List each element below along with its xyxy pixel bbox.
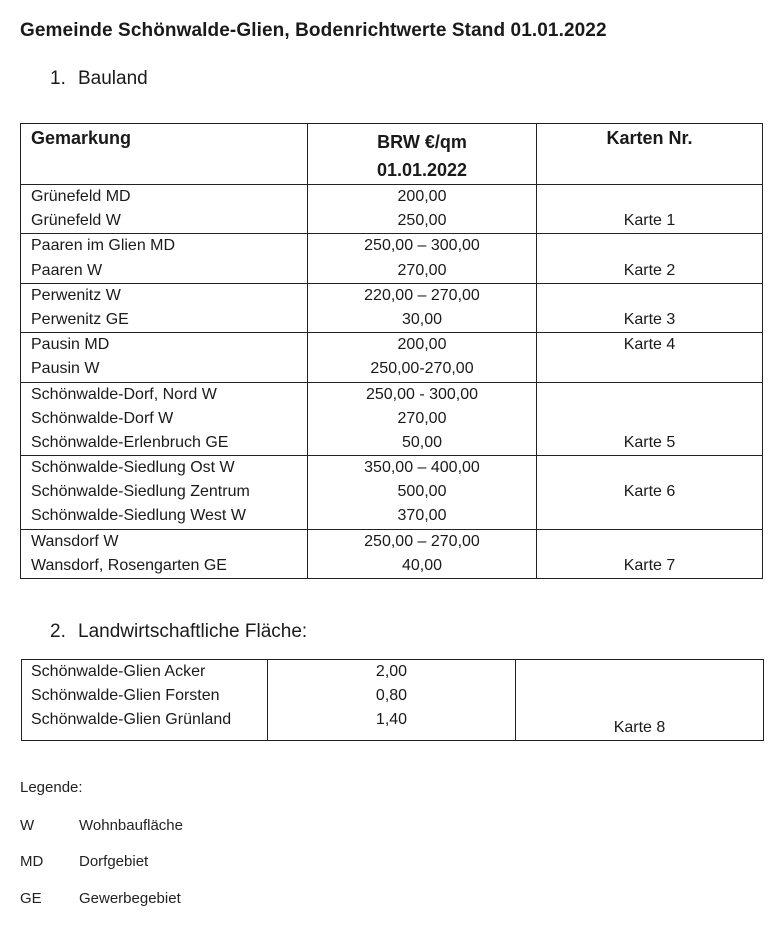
row-card: Karte 7 (623, 556, 676, 574)
cell-names (21, 283, 308, 332)
row-card (537, 407, 762, 431)
row-name: Pausin W (31, 360, 100, 378)
table-row (21, 529, 763, 578)
row-card (537, 234, 762, 258)
section-heading-landwirtschaft (50, 621, 307, 643)
cell-names (21, 234, 308, 283)
row-value: 200,00 (397, 336, 447, 354)
row-value: 220,00 – 270,00 (364, 286, 480, 304)
section-number: 2. (50, 621, 66, 642)
cell-values (268, 660, 516, 741)
legend-abbr: W (20, 817, 35, 834)
legend-abbr: GE (20, 890, 42, 907)
table-row (21, 456, 763, 530)
cell-cards (537, 382, 763, 456)
row-name: Grünefeld W (31, 212, 121, 230)
legend-title: Legende: (20, 779, 83, 796)
legend-text: Dorfgebiet (79, 853, 149, 870)
row-value: 2,00 (375, 663, 408, 680)
row-name: Schönwalde-Glien Grünland (31, 711, 232, 729)
row-value: 40,00 (401, 556, 443, 574)
row-value: 500,00 (397, 483, 447, 501)
row-value: 270,00 (397, 261, 447, 279)
header-karten: Karten Nr. (537, 124, 763, 185)
row-card (537, 504, 762, 528)
row-value: 1,40 (375, 711, 408, 729)
legend-item (20, 853, 148, 870)
header-brw-line2: 01.01.2022 (376, 160, 468, 180)
cell-values (308, 234, 537, 283)
card-number: Karte 8 (613, 719, 666, 736)
table-row (21, 382, 763, 456)
table-row (21, 185, 763, 234)
cell-values (308, 456, 537, 530)
row-value: 250,00 – 270,00 (364, 532, 480, 550)
row-value: 50,00 (401, 433, 443, 451)
cell-cards (537, 456, 763, 530)
row-name: Schönwalde-Dorf W (31, 409, 174, 427)
section-label: Landwirtschaftliche Fläche: (78, 621, 308, 642)
row-value: 270,00 (397, 409, 447, 427)
row-name: Schönwalde-Erlenbruch GE (31, 433, 229, 451)
row-card: Karte 2 (623, 261, 676, 279)
row-name: Perwenitz GE (31, 310, 129, 328)
row-name: Schönwalde-Glien Forsten (31, 687, 220, 705)
bauland-table (20, 123, 763, 579)
cell-names (21, 382, 308, 456)
section-label: Bauland (78, 68, 148, 89)
row-card (537, 456, 762, 480)
row-card: Karte 3 (623, 310, 676, 328)
row-name: Schönwalde-Siedlung Zentrum (31, 483, 250, 501)
cell-values (308, 185, 537, 234)
legend-item (20, 817, 183, 834)
cell-names (21, 185, 308, 234)
header-brw (308, 124, 537, 185)
row-name: Wansdorf, Rosengarten GE (31, 556, 227, 574)
cell-cards (537, 234, 763, 283)
row-name: Pausin MD (31, 336, 110, 354)
header-brw-line1: BRW €/qm (377, 132, 467, 152)
row-value: 250,00-270,00 (370, 360, 474, 378)
table-row (22, 660, 764, 741)
row-value: 0,80 (375, 687, 408, 705)
row-name: Schönwalde-Siedlung Ost W (31, 459, 235, 477)
row-card (537, 284, 762, 308)
cell-values (308, 283, 537, 332)
row-value: 250,00 (397, 212, 447, 230)
row-card (537, 185, 762, 209)
legend-abbr: MD (20, 853, 44, 870)
row-name: Grünefeld MD (31, 188, 131, 205)
cell-names (21, 456, 308, 530)
section-number: 1. (50, 68, 66, 89)
row-value: 350,00 – 400,00 (364, 459, 480, 477)
table-row (21, 234, 763, 283)
row-name: Perwenitz W (31, 286, 121, 304)
row-card: Karte 6 (623, 483, 676, 501)
cell-values (308, 529, 537, 578)
cell-names (22, 660, 268, 741)
section-heading-bauland (50, 68, 148, 90)
cell-names (21, 333, 308, 382)
row-card (537, 383, 762, 407)
legend-text: Wohnbaufläche (79, 817, 183, 834)
row-card: Karte 1 (623, 212, 676, 230)
page-title: Gemeinde Schönwalde-Glien, Bodenrichtwerte Stand 01.01.2022 (20, 20, 607, 41)
legend-text: Gewerbegebiet (79, 890, 181, 907)
cell-values (308, 333, 537, 382)
row-value: 200,00 (397, 188, 447, 205)
row-name: Schönwalde-Dorf, Nord W (31, 385, 217, 403)
row-value: 250,00 – 300,00 (364, 237, 480, 255)
row-card: Karte 4 (623, 336, 676, 354)
row-name: Wansdorf W (31, 532, 119, 550)
table-row (21, 283, 763, 332)
row-name: Paaren W (31, 261, 103, 279)
row-card (537, 530, 762, 554)
row-name: Schönwalde-Siedlung West W (31, 507, 246, 525)
legend-item (20, 890, 181, 907)
header-gemarkung: Gemarkung (21, 124, 308, 185)
table-header-row (21, 124, 763, 185)
row-card (537, 357, 762, 381)
row-value: 250,00 - 300,00 (365, 385, 479, 403)
cell-card (516, 660, 764, 741)
row-name: Paaren im Glien MD (31, 237, 176, 255)
cell-values (308, 382, 537, 456)
cell-names (21, 529, 308, 578)
row-value: 370,00 (397, 507, 447, 525)
cell-cards (537, 333, 763, 382)
cell-cards (537, 185, 763, 234)
cell-cards (537, 529, 763, 578)
cell-cards (537, 283, 763, 332)
row-card: Karte 5 (623, 433, 676, 451)
row-name: Schönwalde-Glien Acker (31, 663, 206, 680)
row-value: 30,00 (401, 310, 443, 328)
table-row (21, 333, 763, 382)
landwirtschaft-table (21, 659, 764, 741)
